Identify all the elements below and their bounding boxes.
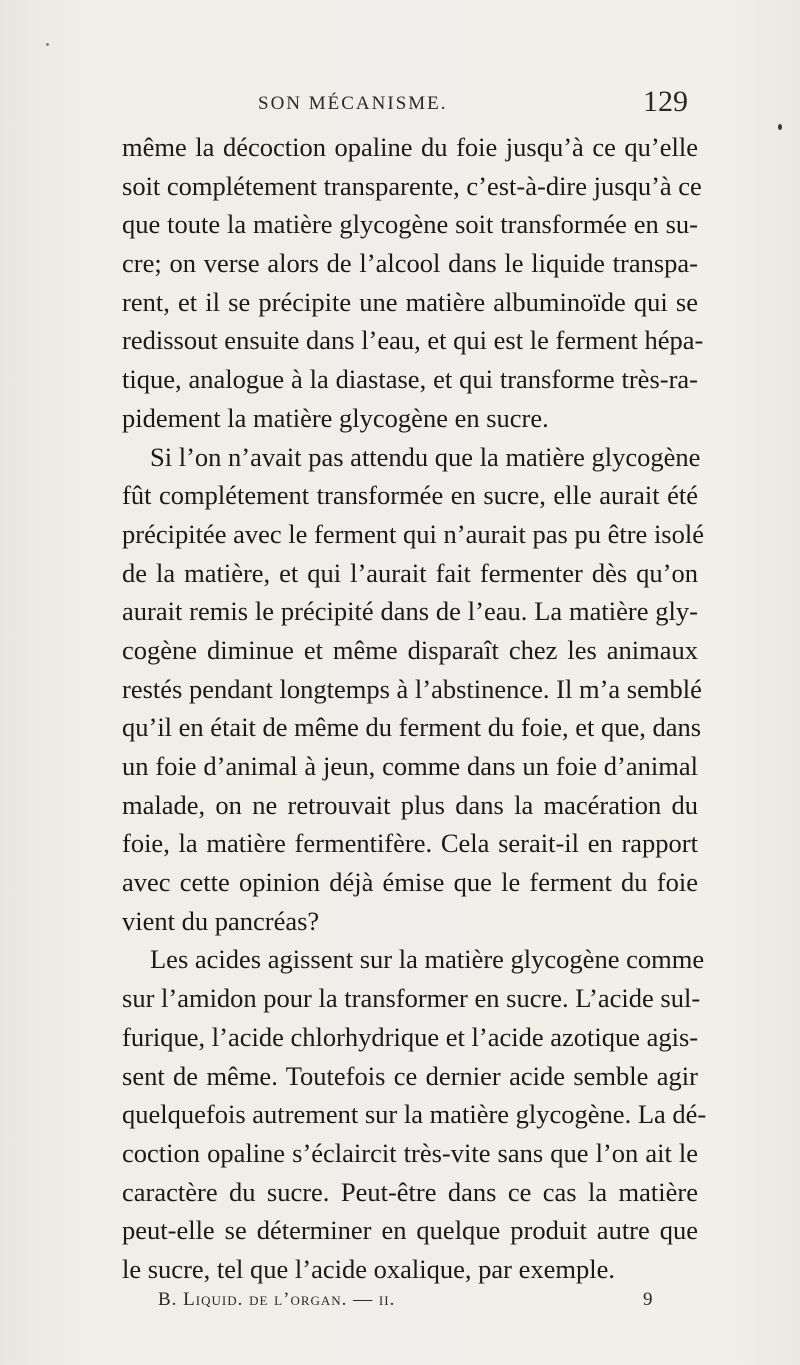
text-line: cogène diminue et même disparaît chez les animaux bbox=[122, 634, 698, 665]
running-head bbox=[0, 85, 800, 125]
text-line: redissout ensuite dans l’eau, et qui est le ferment hépa- bbox=[122, 325, 704, 356]
text-line: soit complétement transparente, c’est-à-dire jusqu’à ce bbox=[122, 170, 702, 201]
text-line: sent de même. Toutefois ce dernier acide semble agir bbox=[122, 1060, 698, 1091]
text-line: précipitée avec le ferment qui n’aurait pas pu être isolé bbox=[122, 518, 704, 549]
text-line: coction opaline s’éclaircit très-vite sans que l’on ait le bbox=[122, 1137, 698, 1168]
signature-number: 9 bbox=[643, 1289, 653, 1310]
text-line: Si l’on n’avait pas attendu que la matière glycogène bbox=[150, 441, 701, 472]
text-line: que toute la matière glycogène soit transformée en su- bbox=[122, 209, 698, 240]
text-line: peut-elle se déterminer en quelque produit autre que bbox=[122, 1215, 698, 1246]
text-line: avec cette opinion déjà émise que le ferment du foie bbox=[122, 867, 698, 898]
text-line: un foie d’animal à jeun, comme dans un foie d’animal bbox=[122, 751, 698, 781]
signature-mark: B. Liquid. de l’organ. — ii. bbox=[158, 1289, 396, 1310]
paragraph-end-line: vient du pancréas? bbox=[122, 905, 320, 936]
text-line: rent, et il se précipite une matière albuminoïde qui se bbox=[122, 286, 698, 317]
text-line: furique, l’acide chlorhydrique et l’acide azotique agis- bbox=[122, 1021, 699, 1052]
text-line: fût complétement transformée en sucre, elle aurait été bbox=[122, 480, 698, 511]
paragraph-end-line: pidement la matière glycogène en sucre. bbox=[122, 402, 549, 433]
ink-speck bbox=[778, 124, 782, 130]
text-line: même la décoction opaline du foie jusqu’à ce qu’elle bbox=[122, 132, 698, 162]
text-line: aurait remis le précipité dans de l’eau. La matière gly- bbox=[122, 596, 698, 627]
signature-line bbox=[0, 1289, 800, 1319]
text-line: Les acides agissent sur la matière glycogène comme bbox=[150, 944, 705, 975]
ink-speck bbox=[46, 43, 49, 46]
text-line: cre; on verse alors de l’alcool dans le liquide transpa- bbox=[122, 248, 698, 279]
text-line: tique, analogue à la diastase, et qui transforme très-ra- bbox=[122, 364, 698, 395]
text-line: caractère du sucre. Peut-être dans ce cas la matière bbox=[122, 1176, 698, 1207]
text-line: sur l’amidon pour la transformer en sucre. L’acide sul- bbox=[122, 983, 701, 1014]
page-number: 129 bbox=[643, 85, 688, 118]
text-line: malade, on ne retrouvait plus dans la macération du bbox=[122, 789, 698, 820]
text-line: foie, la matière fermentifère. Cela serait-il en rapport bbox=[122, 828, 698, 859]
text-line: qu’il en était de même du ferment du foie, et que, dans bbox=[122, 712, 702, 743]
text-line: de la matière, et qui l’aurait fait fermenter dès qu’on bbox=[122, 557, 698, 588]
running-title: SON MÉCANISME. bbox=[258, 93, 448, 114]
body-text bbox=[122, 128, 707, 1289]
text-line: restés pendant longtemps à l’abstinence. Il m’a semblé bbox=[122, 673, 702, 704]
paragraph-end-line: le sucre, tel que l’acide oxalique, par exemple. bbox=[122, 1253, 615, 1284]
text-line: quelquefois autrement sur la matière glycogène. La dé- bbox=[122, 1099, 707, 1130]
